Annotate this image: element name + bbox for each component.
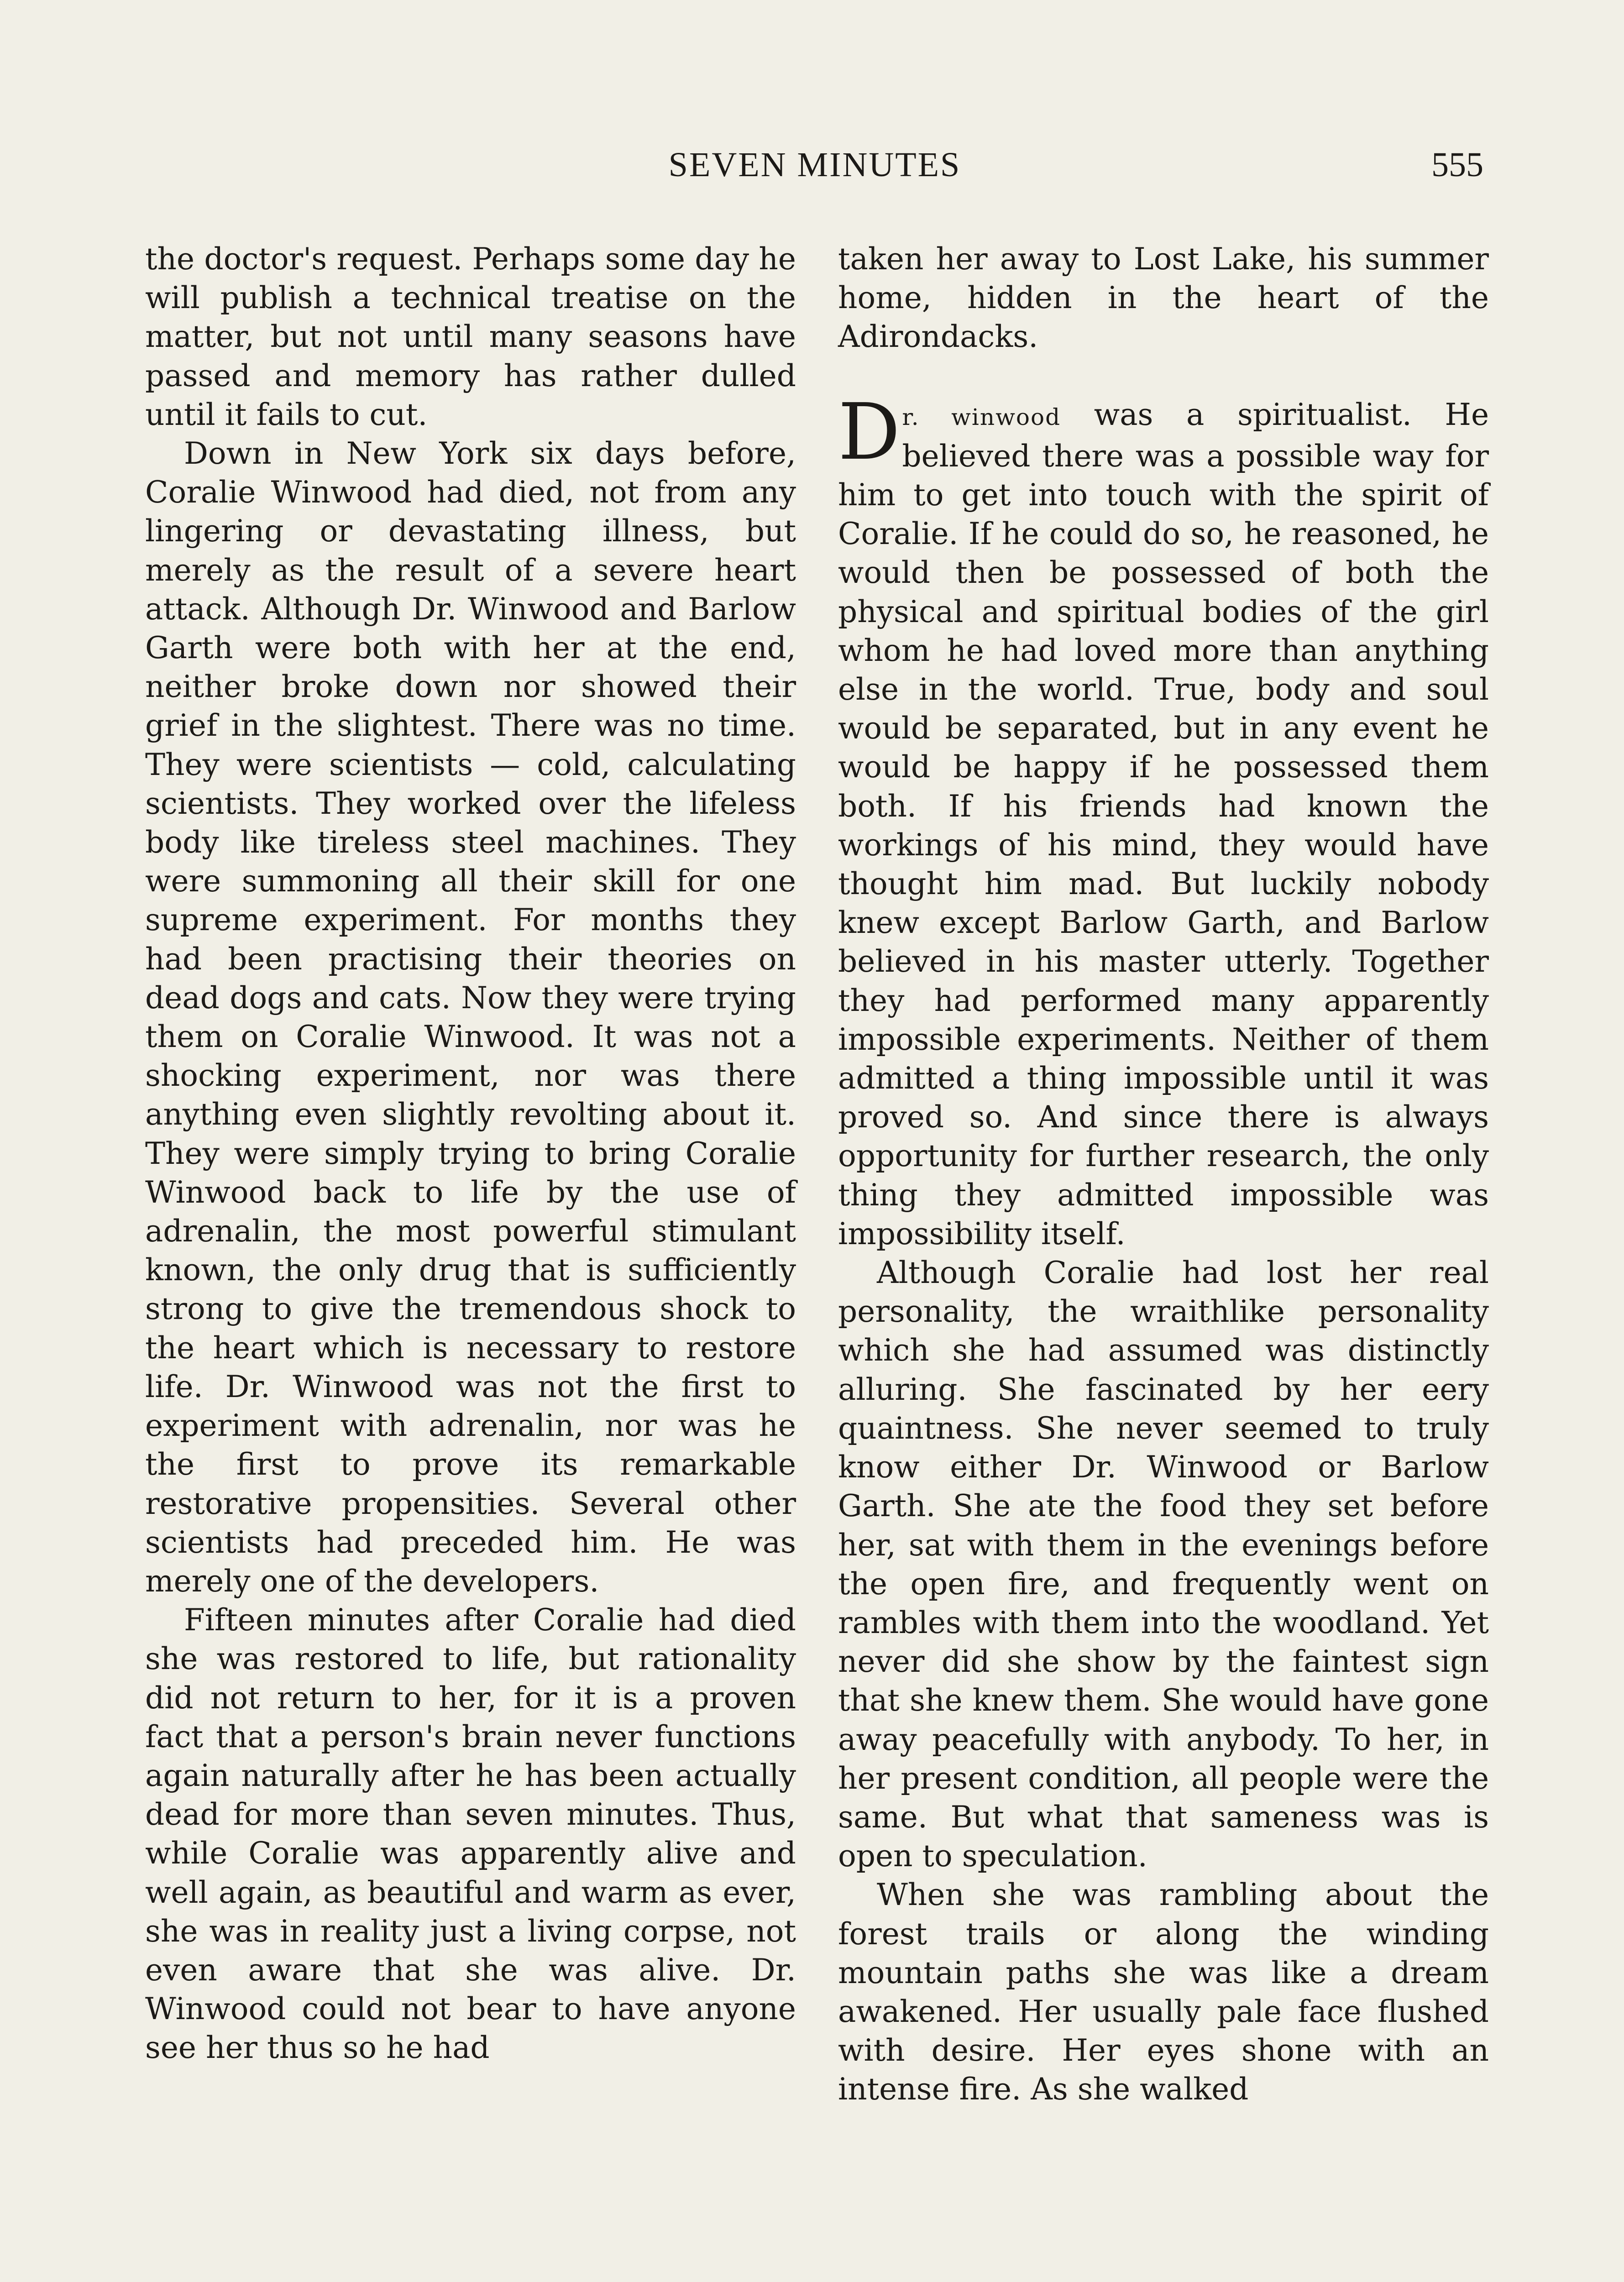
page-number: 555	[1431, 146, 1483, 184]
paragraph-right-1: taken her away to Lost Lake, his summer home, hidden in the heart of the Adirondacks.	[838, 241, 1489, 355]
page-header	[146, 145, 1483, 195]
section-break	[838, 356, 1489, 395]
right-column	[838, 240, 1489, 2109]
paragraph-left-1: the doctor's request. Perhaps some day he will publish a technical treatise on the matter, but not until many seasons have passed and memory has rather dulled until it fails to cut.	[145, 241, 796, 432]
drop-cap: D	[838, 387, 901, 477]
paragraph-left-2: Down in New York six days before, Coralie Winwood had died, not from any lingering or devastating illness, but merely as the result of a severe heart attack. Although Dr. Winwood and Barlow Garth were both with her at the end, neither broke down nor showed their grief in the slightest. There was no time. They were scientists — cold, calculating scientists. They worked over the lifeless body like tireless steel machines. They were summoning all their skill for one supreme experiment. For months they had been practising their theories on dead dogs and cats. Now they were trying them on Coralie Winwood. It was not a shocking experiment, nor was there anything even slightly revolting about it. They were simply trying to bring Coralie Winwood back to life by the use of adrenalin, the most powerful stimulant known, the only drug that is sufficiently strong to give the tremendous shock to the heart which is necessary to restore life. Dr. Winwood was not the first to experiment with adrenalin, nor was he the first to prove its remarkable restorative propensities. Several other scientists had preceded him. He was merely one of the developers.	[145, 436, 796, 1599]
paragraph-right-4: When she was rambling about the forest trails or along the winding mountain paths she was like a dream awakened. Her usually pale face flushed with desire. Her eyes shone with an intense fire. As she walked	[838, 1877, 1489, 2107]
paragraph-right-2	[838, 387, 1489, 1253]
paragraph-left-3: Fifteen minutes after Coralie had died she was restored to life, but rationality did not return to her, for it is a proven fact that a person's brain never functions again naturally after he has been actually dead for more than seven minutes. Thus, while Coralie was apparently alive and well again, as beautiful and warm as ever, she was in reality just a living corpse, not even aware that she was alive. Dr. Winwood could not bear to have anyone see her thus so he had	[145, 1602, 796, 2066]
running-title: SEVEN MINUTES	[668, 146, 961, 184]
small-caps-lead: r. winwood	[902, 403, 1061, 430]
left-column	[145, 240, 796, 2067]
paragraph-right-2-body: was a spiritualist. He believed there was a possible way for him to get into touch with the spirit of Coralie. If he could do so, he reasoned, he would then be possessed of both the physical and spiritual bodies of the girl whom he had loved more than anything else in the world. True, body and soul would be separated, but in any event he would be happy if he possessed them both. If his friends had known the workings of his mind, they would have thought him mad. But luckily nobody knew except Barlow Garth, and Barlow believed in his master utterly. Together they had performed many apparently impossible experiments. Neither of them admitted a thing impossible until it was proved so. And since there is always opportunity for further research, the only thing they admitted impossible was impossibility itself.	[838, 397, 1489, 1251]
paragraph-right-3: Although Coralie had lost her real personality, the wraithlike personality which she had assumed was distinctly alluring. She fascinated by her eery quaintness. She never seemed to truly know either Dr. Winwood or Barlow Garth. She ate the food they set before her, sat with them in the evenings before the open fire, and frequently went on rambles with them into the woodland. Yet never did she show by the faintest sign that she knew them. She would have gone away peacefully with anybody. To her, in her present condition, all people were the same. But what that sameness was is open to speculation.	[838, 1255, 1489, 1874]
